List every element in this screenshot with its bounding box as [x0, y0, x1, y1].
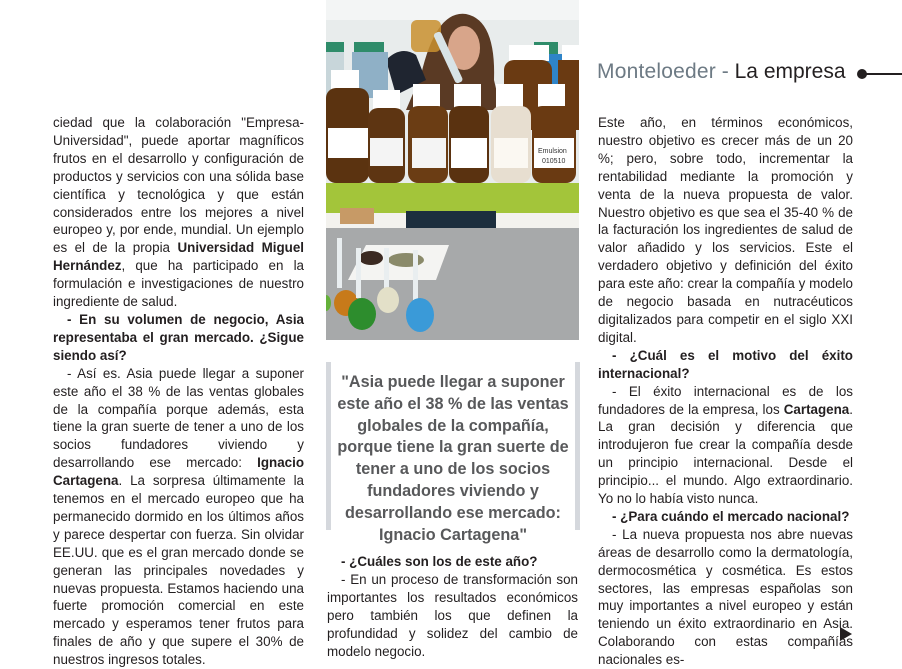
question-text: - ¿Cuál es el motivo del éxito internacional? [598, 347, 853, 381]
text-span: . La sorpresa últimamente la tenemos en el mercado europeo que ha permanecido dormido en los últimos años y parece despertar con fuerza. Sin olvidar EE.UU. que es el gran mercado donde se generan las principales novedades y nuevas propuesta. Estamos haciendo una fuerte promoción comercial en este mercado y esperamos tener frutos para finales de año y que supere el 30% de nuestros ingresos totales. [53, 473, 304, 668]
bold-name-cartagena: Cartagena [783, 401, 850, 417]
svg-text:010510: 010510 [542, 158, 566, 165]
text-span: ciedad que la colaboración "Empresa-Universidad", puede aportar magníficos frutos en el desarrollo y configuración de productos y servicios con una sólida base científica y tecnológica y que están considerados entre los mejores a nivel europeo y, por ende, mundial. Un ejemplo es el de la propia [53, 115, 304, 256]
text-span: - El éxito internacional es de los fundadores de la empresa, los [598, 383, 853, 417]
interview-question-international [598, 347, 853, 383]
paragraph-objectives: Este año, en términos económicos, nuestro objetivo es crecer más de un 20 %; pero, sobre todo, incrementar la rentabilidad mediante la promoción y venta de la nueva propuesta de valor. Nuestro objetivo es que sea el 35-40 % de la facturación los ingredientes de salud de valor añadido y los servicios. Este el verdadero objetivo y definición del éxito para este año: crear la compañía y modelo de negocio basada en nutracéuticos digitalizados para competir en el siglo XXI digital. [598, 115, 853, 345]
question-text: - En su volumen de negocio, Asia representaba el gran mercado. ¿Sigue siendo así? [53, 311, 304, 363]
lab-photo [326, 0, 579, 340]
question-text: - ¿Para cuándo el mercado nacional? [612, 508, 850, 524]
bold-name-universidad: Universidad Miguel Hernández [53, 240, 304, 274]
quote-bar-right [575, 362, 580, 530]
svg-text:Emulsion: Emulsion [538, 148, 567, 155]
paragraph-universidad [53, 114, 304, 311]
header-text [597, 60, 846, 84]
interview-answer-asia [53, 365, 304, 669]
section-header [597, 60, 902, 88]
text-span: - Así es. Asia puede llegar a suponer este año el 38 % de las ventas globales de la compañía porque además, esta tiene la gran suerte de tener a uno de los socios fundadores viviendo y desarrollando ese mercado: [53, 365, 304, 471]
interview-answer-national: - La nueva propuesta nos abre nuevas áreas de desarrollo como la dermatología, dermocosmética y cosmética. Es estos sectores, las empresas españolas son muy importantes a nivel europeo y están teniendo un éxito extraordinario en Asia. Colaborando con estas compañías nacionales es- [598, 526, 853, 668]
pull-quote [326, 362, 580, 544]
lab-photo-illustration [326, 0, 579, 340]
interview-question-national [598, 508, 853, 526]
brand-name: Monteloeder [597, 60, 716, 83]
question-text: - ¿Cuáles son los de este año? [341, 554, 538, 569]
quote-bar-left [326, 362, 331, 530]
continue-arrow-icon [840, 627, 852, 641]
pull-quote-text: "Asia puede llegar a suponer este año el 38 % de las ventas globales de la compañía, porque tiene la gran suerte de tener a uno de los socios fundadores viviendo y desarrollando ese mercado: Ignacio Cartagena" [337, 373, 569, 544]
text-span: , que ha participado en la formulación e investigaciones de nuestro ingrediente de salud. [53, 258, 304, 310]
interview-question-this-year [327, 553, 578, 571]
left-text-column [53, 114, 304, 669]
bold-name-ignacio: Ignacio Cartagena [53, 455, 304, 489]
text-span: . La gran decisión y diferencia que introdujeron fue crear la compañía desde un principio internacional. Desde el principio... el mundo. Algo extraordinario. Yo no lo había visto nunca. [598, 401, 853, 507]
interview-answer-international [598, 383, 853, 508]
interview-question-asia [53, 311, 304, 365]
section-title: La empresa [734, 60, 846, 83]
header-rule [865, 73, 902, 75]
header-separator: - [715, 60, 735, 83]
middle-text-column [327, 553, 578, 660]
right-text-column [598, 114, 853, 669]
interview-answer-this-year: - En un proceso de transformación son importantes los resultados económicos pero también los que definen la profundidad y solidez del cambio de modelo negocio. [327, 571, 578, 659]
